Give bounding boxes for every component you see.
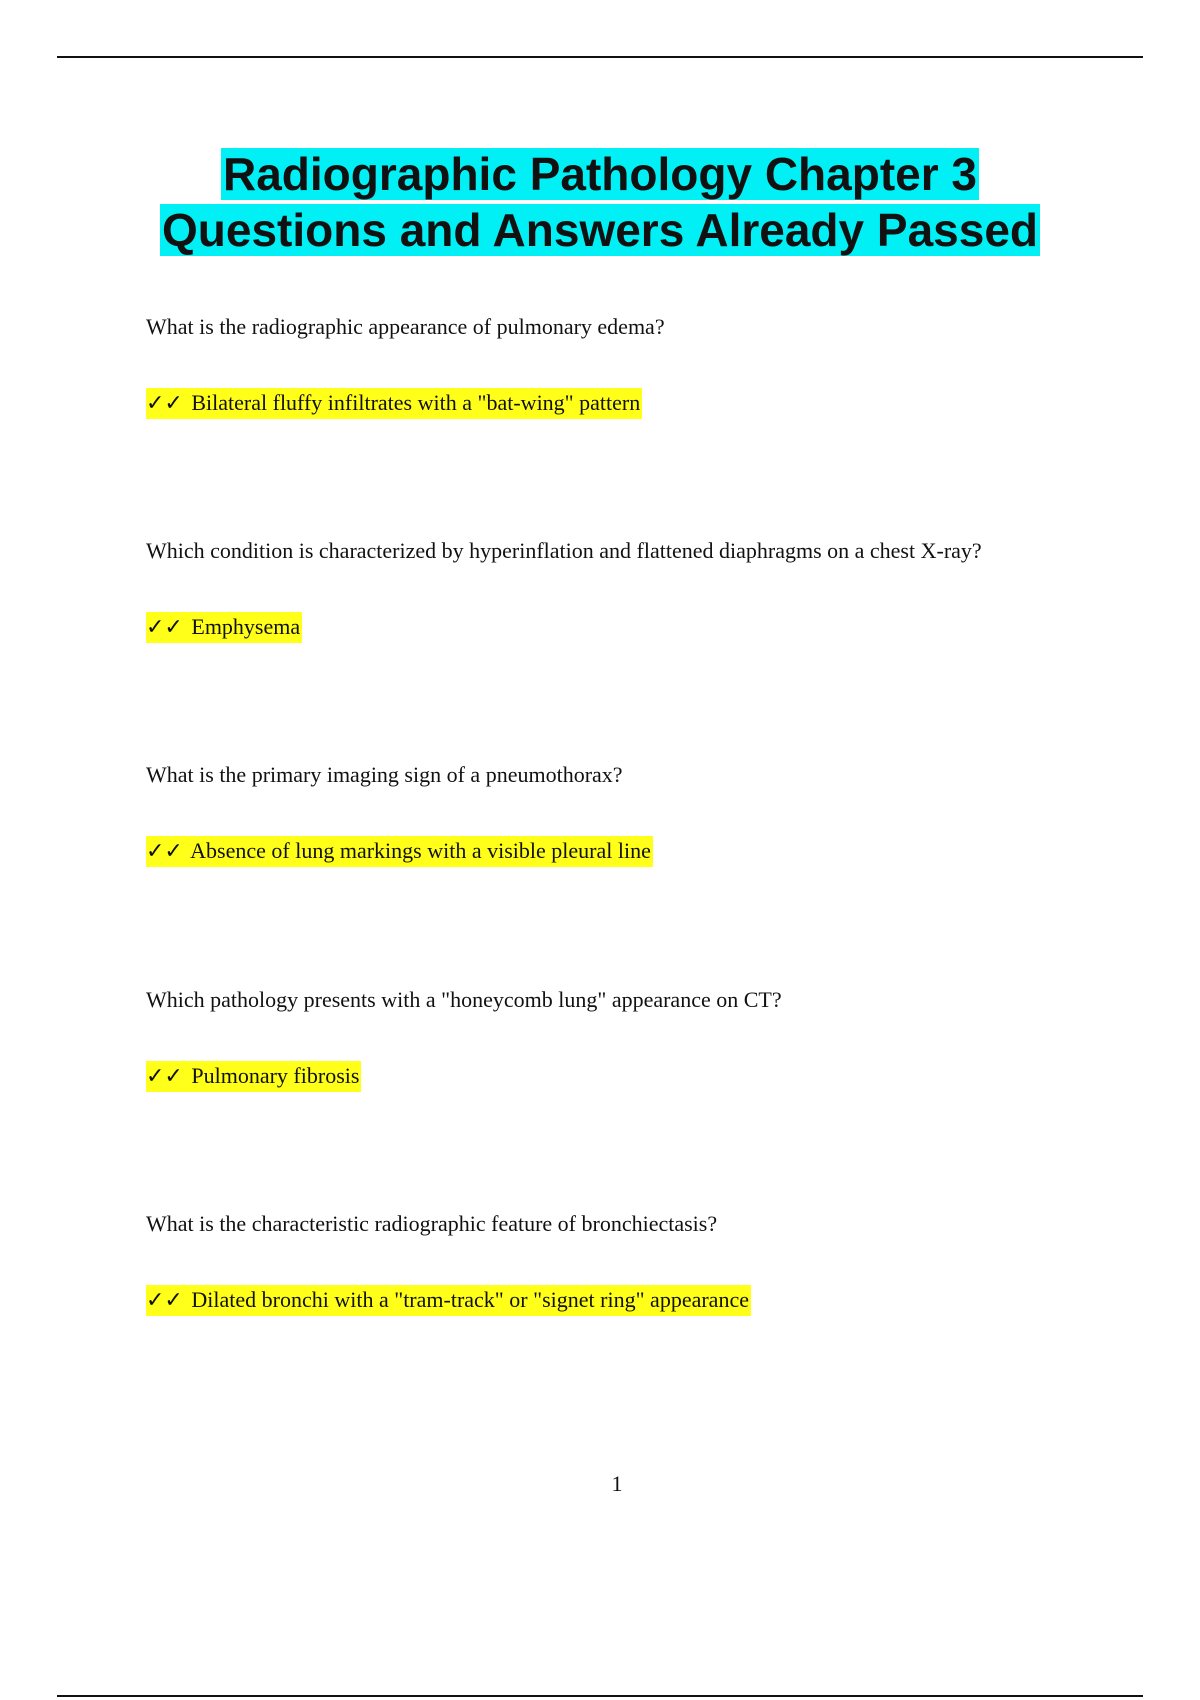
answer-highlight xyxy=(146,388,642,419)
answer-text: Dilated bronchi with a "tram-track" or "signet ring" appearance xyxy=(191,1287,749,1312)
page-number: 1 xyxy=(611,1471,623,1496)
answer-highlight xyxy=(146,836,653,867)
document-title xyxy=(0,146,1200,258)
question-text: Which condition is characterized by hyperinflation and flattened diaphragms on a chest X-ray? xyxy=(146,538,982,563)
title-line-1: Radiographic Pathology Chapter 3 xyxy=(223,148,977,200)
check-icon: ✓✓ xyxy=(146,1064,183,1089)
question-text: What is the characteristic radiographic feature of bronchiectasis? xyxy=(146,1211,718,1236)
answer-text: Bilateral fluffy infiltrates with a "bat-wing" pattern xyxy=(191,390,641,415)
check-icon: ✓✓ xyxy=(146,1288,183,1313)
answer-text: Emphysema xyxy=(191,614,301,639)
top-rule xyxy=(57,56,1143,58)
question-text: Which pathology presents with a "honeycomb lung" appearance on CT? xyxy=(146,987,782,1012)
title-line-2: Questions and Answers Already Passed xyxy=(161,204,1039,256)
answer-text: Pulmonary fibrosis xyxy=(191,1063,360,1088)
bottom-rule xyxy=(57,1695,1143,1697)
question-text: What is the radiographic appearance of pulmonary edema? xyxy=(146,314,665,339)
answer-highlight xyxy=(146,612,302,643)
answer-text: Absence of lung markings with a visible pleural line xyxy=(190,838,651,863)
question-text: What is the primary imaging sign of a pneumothorax? xyxy=(146,762,623,787)
check-icon: ✓✓ xyxy=(146,391,183,416)
answer-highlight xyxy=(146,1285,751,1316)
check-icon: ✓✓ xyxy=(146,615,183,640)
answer-highlight xyxy=(146,1061,361,1092)
check-icon: ✓✓ xyxy=(146,839,183,864)
